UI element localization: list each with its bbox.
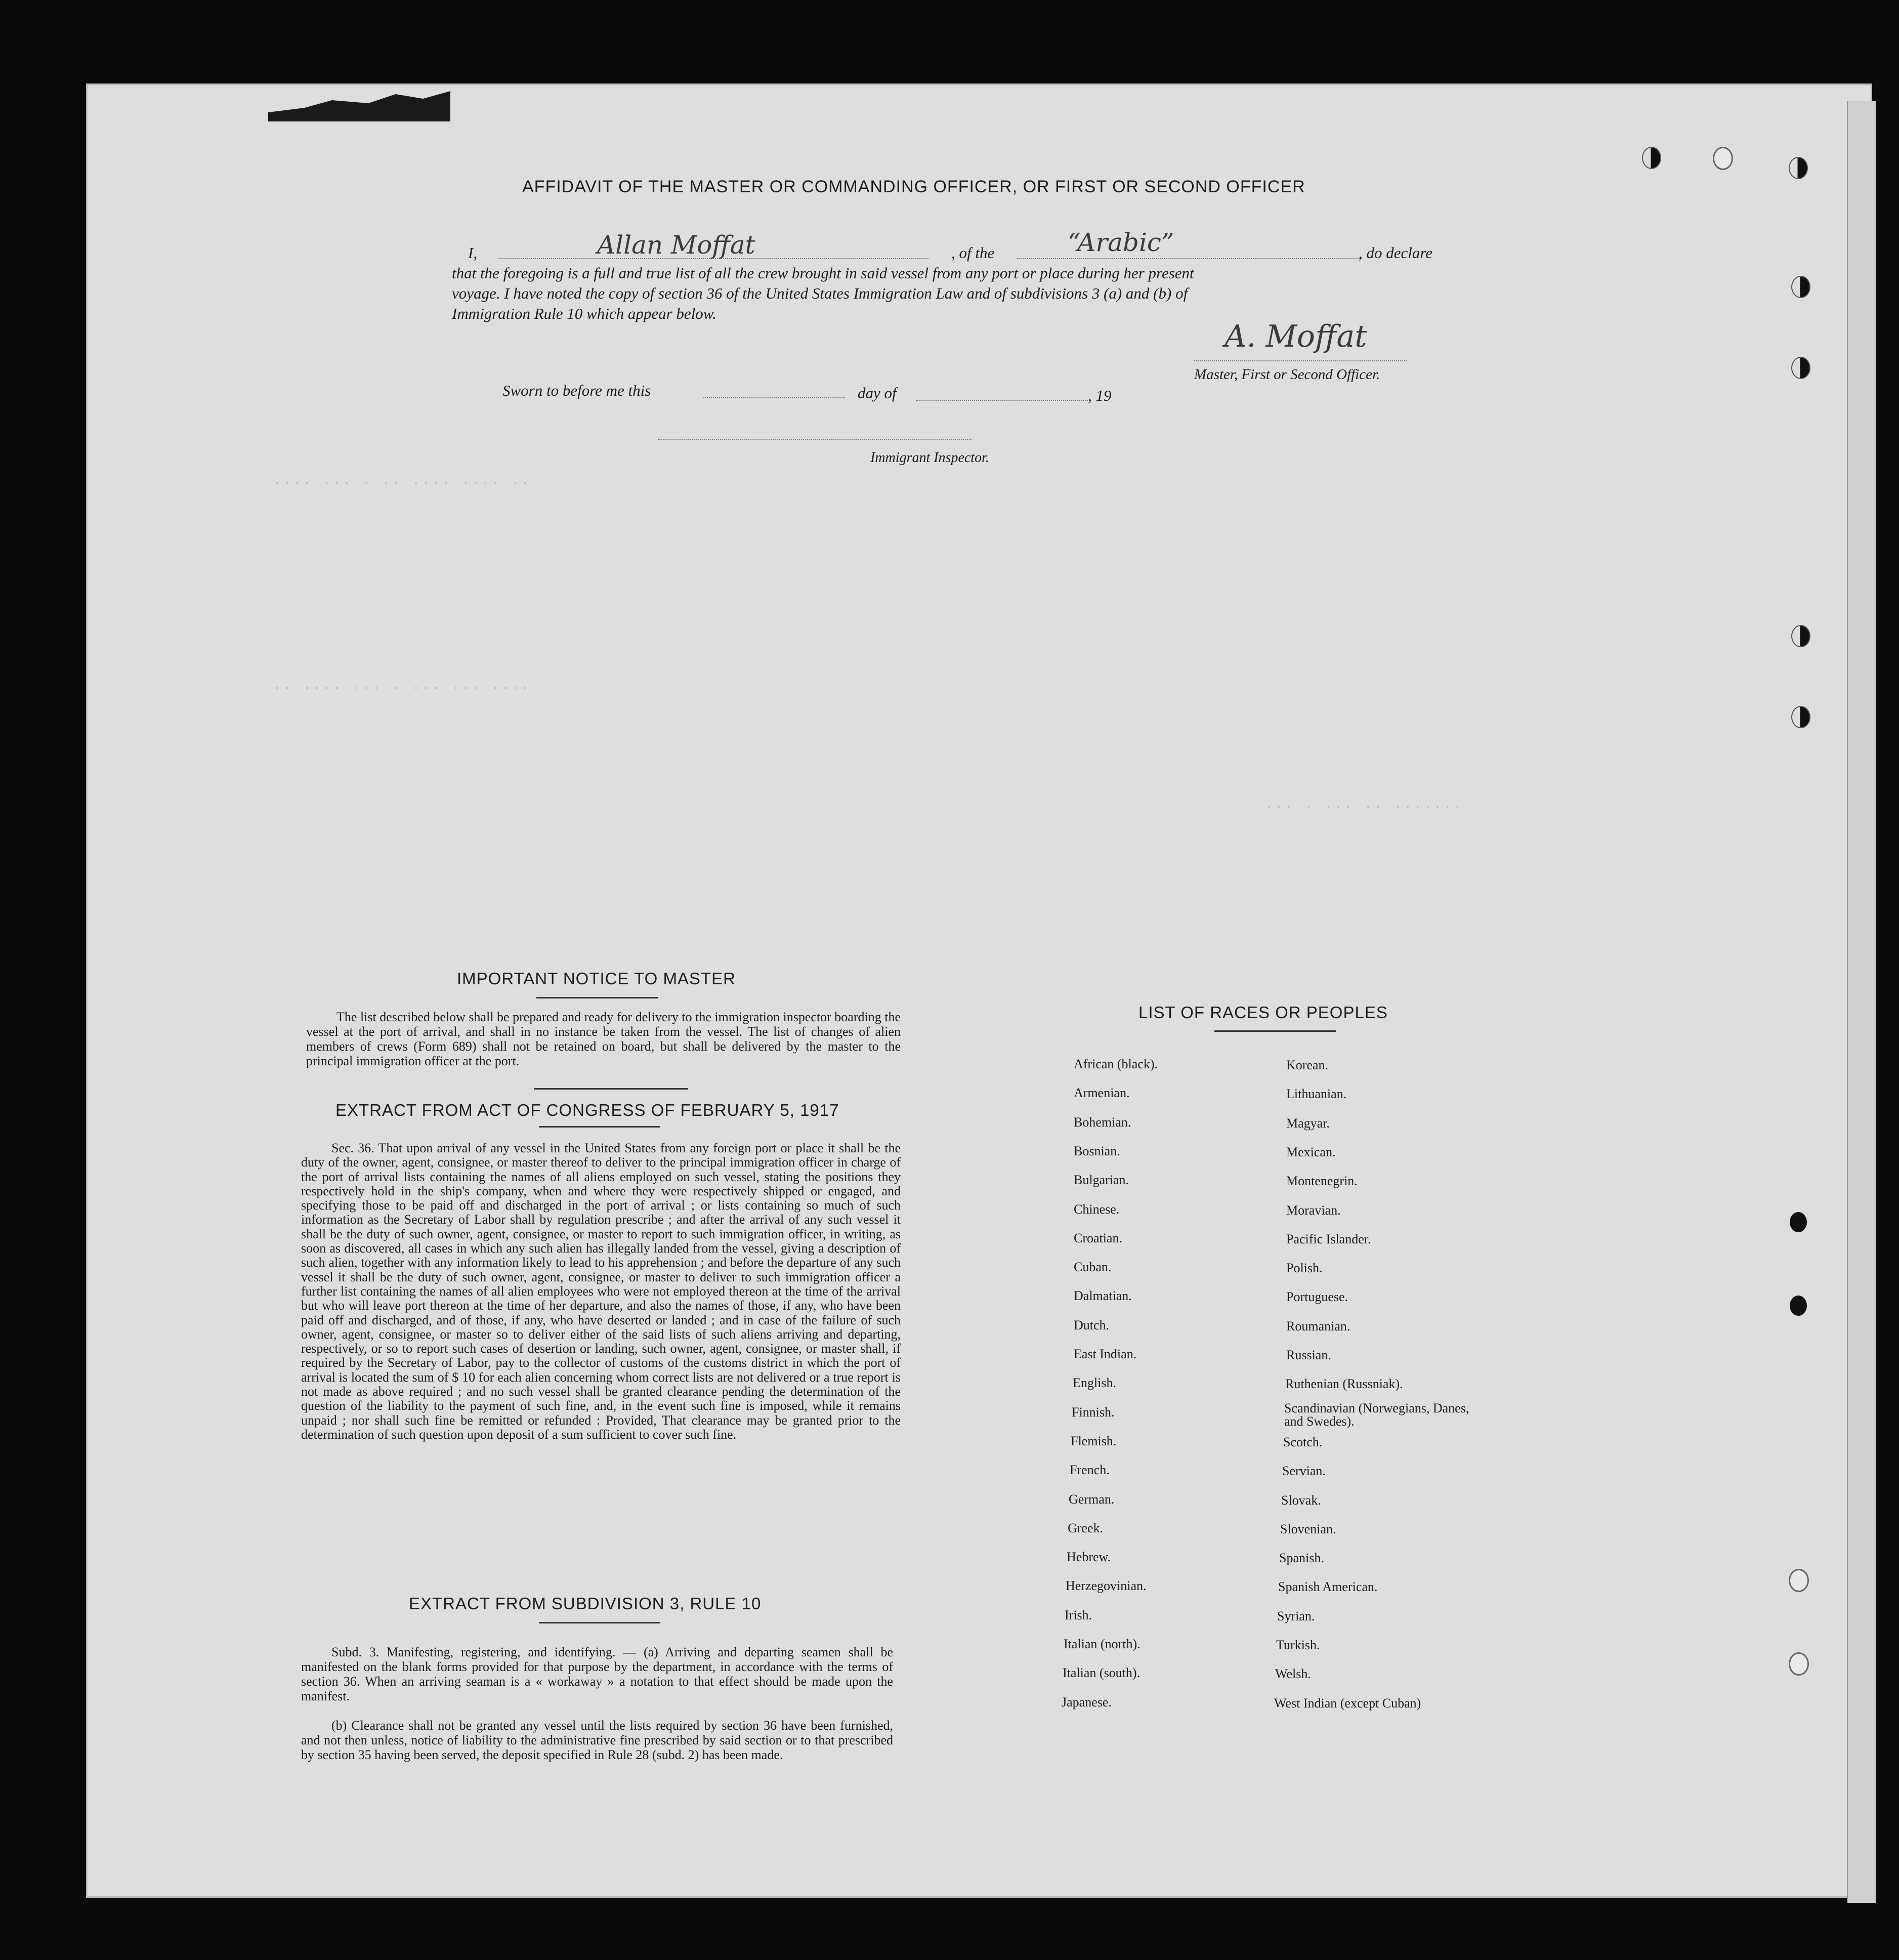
race-item: German.: [1069, 1491, 1115, 1507]
race-item: Cuban.: [1074, 1260, 1112, 1275]
race-item: Bosnian.: [1074, 1143, 1120, 1158]
race-item: Croatian.: [1074, 1230, 1123, 1245]
race-item: Japanese.: [1062, 1694, 1112, 1709]
notice-text-content: The list described below shall be prepared and ready for delivery to the immigration inspector boarding the vessel at the port of arrival, and shall in no instance be taken from the vessel. The list of changes of alien members of crews (Form 689) shall not be retained on board, but shall be delivered by the master to the principal immigration officer at the port.: [306, 1010, 901, 1068]
race-item: French.: [1070, 1463, 1110, 1478]
races-heading: LIST OF RACES OR PEOPLES: [1138, 1003, 1388, 1022]
punch-hole: [1790, 1296, 1807, 1316]
do-declare-label: , do declare: [1359, 244, 1433, 262]
year-prefix: , 19: [1088, 387, 1112, 404]
race-item: Greek.: [1068, 1520, 1104, 1535]
rule-text-a-content: Subd. 3. Manifesting, registering, and identifying. — (a) Arriving and departing seamen shall be manifested on the blank forms provided for that purpose by the department, in accordance with the terms of section 36. When an arriving seaman is a « workaway » a notation to that effect should be made upon the manifest.: [301, 1645, 893, 1703]
race-item: East Indian.: [1074, 1347, 1137, 1361]
race-item: Spanish American.: [1278, 1579, 1378, 1595]
race-item: Finnish.: [1072, 1404, 1115, 1420]
race-item: Syrian.: [1277, 1608, 1315, 1623]
race-item: Spanish.: [1279, 1551, 1324, 1566]
rule-heading: EXTRACT FROM SUBDIVISION 3, RULE 10: [409, 1594, 762, 1613]
bleed-through-text: ··· · ··· ·· ·······: [1265, 800, 1464, 815]
race-item: Italian (south).: [1063, 1665, 1141, 1681]
race-item: Lithuanian.: [1286, 1087, 1347, 1102]
notice-text: [306, 1010, 901, 1068]
race-item: Slovak.: [1281, 1492, 1321, 1508]
inspector-caption: Immigrant Inspector.: [870, 450, 989, 466]
affidavit-line-4: Immigration Rule 10 which appear below.: [452, 305, 716, 322]
races-rule: [1214, 1030, 1336, 1032]
rule-text-b-content: (b) Clearance shall not be granted any vessel until the lists required by section 36 have been furnished, and not then unless, notice of liability to the administrative fine prescribed by said section or to that prescribed by section 35 having been served, the deposit specified in Rule 28 (subd. 2) has been made.: [301, 1718, 893, 1762]
day-of-label: day of: [858, 384, 897, 402]
document-page: [86, 84, 1872, 1898]
race-item: Portuguese.: [1286, 1289, 1348, 1305]
race-item: West Indian (except Cuban): [1274, 1695, 1421, 1711]
punch-hole: [1791, 706, 1810, 728]
of-the-label: , of the: [951, 244, 995, 262]
master-name-handwritten: Allan Moffat: [597, 230, 755, 260]
race-item: Pacific Islander.: [1286, 1231, 1371, 1246]
bleed-through-text: ·· ···· ··· · ··· ··· ····: [273, 681, 531, 696]
sworn-month-line: [916, 400, 1088, 401]
race-item: Irish.: [1065, 1607, 1092, 1622]
race-item: Chinese.: [1074, 1201, 1120, 1217]
inspector-line: [658, 439, 972, 440]
punch-hole: [1789, 1569, 1809, 1592]
punch-hole: [1789, 1652, 1809, 1676]
race-item: Flemish.: [1071, 1433, 1117, 1448]
sworn-day-line: [703, 397, 845, 398]
race-item: Servian.: [1282, 1464, 1326, 1479]
affidavit-line-2: that the foregoing is a full and true list of all the crew brought in said vessel from any port or place during her present: [452, 264, 1194, 282]
punch-hole: [1713, 147, 1733, 170]
race-item: Armenian.: [1074, 1086, 1130, 1101]
notice-heading: IMPORTANT NOTICE TO MASTER: [457, 969, 736, 988]
race-item: Montenegrin.: [1286, 1174, 1358, 1189]
race-item: Herzegovinian.: [1066, 1578, 1147, 1594]
race-item: English.: [1073, 1375, 1116, 1391]
race-item: Russian.: [1286, 1348, 1331, 1362]
punch-hole: [1790, 1212, 1807, 1232]
race-item: Magyar.: [1286, 1115, 1330, 1131]
race-item: Roumanian.: [1286, 1318, 1351, 1333]
notice-rule: [536, 997, 658, 998]
act-text: [301, 1141, 901, 1442]
race-item: Scandinavian (Norwegians, Danes, and Swedes).: [1284, 1400, 1469, 1429]
underlying-page-edge: [1847, 101, 1876, 1903]
race-item: Korean.: [1286, 1058, 1329, 1072]
race-item: Slovenian.: [1280, 1521, 1336, 1536]
race-item: Scotch.: [1283, 1434, 1323, 1449]
affidavit-i-label: I,: [468, 244, 478, 262]
act-rule: [539, 1126, 660, 1128]
sworn-text: Sworn to before me this: [502, 382, 651, 399]
affidavit-title: AFFIDAVIT OF THE MASTER OR COMMANDING OFFICER, OR FIRST OR SECOND OFFICER: [522, 177, 1305, 196]
rule-underline: [539, 1622, 660, 1623]
punch-hole: [1791, 357, 1810, 379]
master-signature: A. Moffat: [1225, 319, 1367, 354]
race-item: Italian (north).: [1064, 1637, 1141, 1651]
vessel-name-line: [1017, 258, 1361, 259]
race-item: Moravian.: [1286, 1202, 1341, 1218]
race-item: Polish.: [1286, 1261, 1323, 1276]
race-item: Dutch.: [1074, 1317, 1110, 1332]
signature-caption: Master, First or Second Officer.: [1194, 366, 1380, 383]
race-item: Hebrew.: [1067, 1550, 1111, 1565]
signature-line: [1194, 360, 1407, 361]
punch-hole: [1642, 147, 1661, 169]
punch-hole: [1789, 157, 1808, 179]
race-item: African (black).: [1074, 1057, 1158, 1071]
rule-text-b: [301, 1718, 893, 1762]
rule-text-a: [301, 1645, 893, 1703]
act-heading: EXTRACT FROM ACT OF CONGRESS OF FEBRUARY 5, 1917: [335, 1101, 839, 1119]
race-item: Mexican.: [1286, 1144, 1336, 1159]
act-top-rule: [534, 1088, 688, 1090]
punch-hole: [1791, 625, 1810, 647]
race-item: Bohemian.: [1074, 1114, 1131, 1130]
race-item: Turkish.: [1276, 1638, 1320, 1652]
act-text-content: Sec. 36. That upon arrival of any vessel in the United States from any foreign port or place it shall be the duty of the owner, agent, consignee, or master thereof to deliver to the principal immigration officer in charge of the port of arrival lists containing the names of all aliens employed on such vessel, stating the positions they respectively hold in the ship's company, when and where they were respectively shipped or engaged, and specifying those to be paid off and discharged in the port of arrival ; or lists containing so much of such information as the Secretary of Labor shall by regulation prescribe ; and after the arrival of any such vessel it shall be the duty of such owner, agent, consignee, or master to report to such immigration officer, in writing, as soon as discovered, all cases in which any such alien has illegally landed from the vessel, giving a description of such alien, together with any information likely to lead to his apprehension ; and before the departure of any such vessel it shall be the duty of such owner, agent, consignee, or master to deliver to such immigration officer a further list containing the names of all alien employees who were not employed thereon at the time of the arrival but who will leave port thereon at the time of her departure, and also the names of those, if any, who have been paid off and discharged, and of those, if any, who have deserted or landed ; and in case of the failure of such owner, agent, consignee, or master so to deliver either of the said lists of such aliens arriving and departing, respectively, or so to report such cases of desertion or landing, such owner, agent, consignee, or master shall, if required by the Secretary of Labor, pay to the collector of customs of the customs district in which the port of arrival is located the sum of $ 10 for each alien concerning whom correct lists are not delivered or a true report is not made as above required ; and no such vessel shall be granted clearance pending the determination of the question of the liability to the payment of such fine, and, in the event such fine is imposed, while it remains unpaid ; nor shall such fine be remitted or refunded : Provided, That clearance may be granted prior to the determination of such question upon deposit of a sum sufficient to cover such fine.: [301, 1141, 901, 1442]
bleed-through-text: ···· ··· · ·· ···· ···· ··: [273, 476, 531, 491]
punch-hole: [1791, 276, 1810, 298]
race-item: Welsh.: [1275, 1666, 1311, 1682]
race-item: Ruthenian (Russniak).: [1285, 1377, 1403, 1392]
affidavit-line-3: voyage. I have noted the copy of section 36 of the United States Immigration Law and of subdivisions 3 (a) and (b) of: [452, 284, 1188, 302]
race-item: Dalmatian.: [1074, 1288, 1132, 1304]
race-item: Bulgarian.: [1074, 1173, 1129, 1188]
vessel-name-handwritten: “Arabic”: [1068, 228, 1174, 257]
